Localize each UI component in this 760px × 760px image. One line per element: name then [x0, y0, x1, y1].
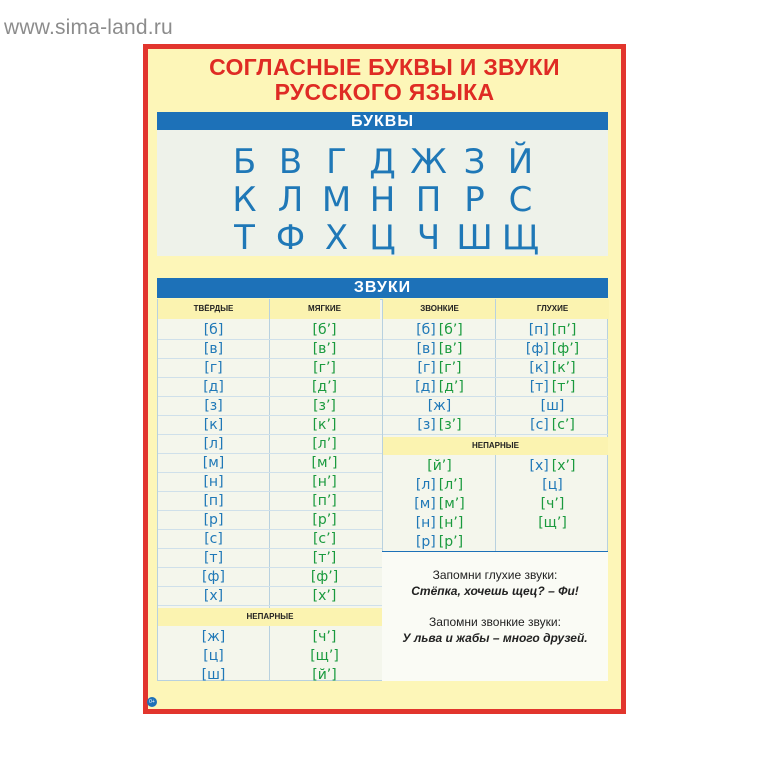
sound-token: [г] — [417, 360, 436, 376]
letter: К — [232, 180, 257, 220]
sound-token: [б’] — [312, 322, 337, 338]
soft-sound-cell — [269, 473, 380, 491]
letter-row — [157, 182, 608, 218]
unpaired-header-hard-soft: НЕПАРНЫЕ — [158, 608, 382, 626]
voiced-sound-cell — [383, 495, 496, 513]
letter: Щ — [501, 218, 540, 258]
soft-sound-cell — [269, 549, 380, 567]
soft-sound-cell — [269, 454, 380, 472]
sound-token: [ц] — [203, 648, 224, 664]
sound-token: [т’] — [551, 379, 576, 395]
soft-sound-cell — [269, 397, 380, 415]
letter: Ф — [275, 218, 306, 258]
note-voiced-phrase-text: У льва и жабы – много друзей. — [402, 631, 588, 645]
poster — [143, 44, 626, 714]
hard-sound-cell — [158, 378, 269, 396]
soft-sound-cell — [269, 530, 380, 548]
hard-sound-cell — [158, 511, 269, 529]
soft-sound-cell — [269, 647, 380, 665]
letter: З — [463, 142, 486, 182]
sound-token: [в] — [416, 341, 436, 357]
voiced-sound-cell — [383, 321, 496, 339]
sound-token: [з] — [204, 398, 223, 414]
sound-token: [д’] — [438, 379, 464, 395]
sound-token: [г’] — [313, 360, 336, 376]
column-header: ГЛУХИЕ — [496, 299, 609, 319]
soft-sound-cell — [269, 416, 380, 434]
sound-token: [л’] — [438, 477, 464, 493]
sound-token: [н’] — [312, 474, 337, 490]
sound-token: [ц] — [542, 477, 563, 493]
voiceless-sound-cell — [496, 378, 609, 396]
sound-token: [й’] — [427, 458, 452, 474]
sound-token: [д] — [203, 379, 224, 395]
sound-token: [п’] — [312, 493, 337, 509]
soft-sound-cell — [269, 587, 380, 605]
soft-sound-cell — [269, 321, 380, 339]
sound-token: [з’] — [438, 417, 462, 433]
sound-token: [ч’] — [540, 496, 565, 512]
voiced-sound-cell — [383, 340, 496, 358]
soft-sound-cell — [269, 492, 380, 510]
sound-token: [г] — [204, 360, 223, 376]
column-header: ТВЁРДЫЕ — [158, 299, 269, 319]
sound-token: [ф] — [525, 341, 549, 357]
note-voiced-phrase — [382, 631, 608, 645]
voiceless-sound-cell — [496, 359, 609, 377]
letter: М — [321, 180, 352, 220]
hard-sound-cell — [158, 321, 269, 339]
soft-sound-cell — [269, 666, 380, 684]
voiced-sound-cell — [383, 533, 496, 551]
letter: Й — [507, 142, 534, 182]
sound-token: [ш] — [201, 667, 226, 683]
poster-footer — [158, 697, 613, 705]
sound-token: [л’] — [312, 436, 337, 452]
sound-token: [р] — [203, 512, 224, 528]
hard-sound-cell — [158, 473, 269, 491]
letter: С — [508, 180, 533, 220]
soft-sound-cell — [269, 435, 380, 453]
sound-token: [м’] — [438, 496, 465, 512]
watermark: www.sima-land.ru — [4, 16, 173, 39]
hard-sound-cell — [158, 568, 269, 586]
sound-token: [в’] — [438, 341, 463, 357]
sound-token: [ф’] — [310, 569, 339, 585]
voiceless-sound-cell — [496, 321, 609, 339]
sound-token: [б] — [416, 322, 436, 338]
sound-token: [л] — [203, 436, 224, 452]
soft-sound-cell — [269, 359, 380, 377]
row-divider — [158, 605, 382, 606]
hard-sound-cell — [158, 587, 269, 605]
hard-sound-cell — [158, 416, 269, 434]
sound-token: [м] — [202, 455, 225, 471]
sound-token: [щ’] — [310, 648, 339, 664]
letter-row — [157, 220, 608, 256]
hard-sound-cell — [158, 530, 269, 548]
sound-token: [к’] — [551, 360, 576, 376]
sound-token: [в’] — [312, 341, 337, 357]
soft-sound-cell — [269, 340, 380, 358]
letter: В — [278, 142, 303, 182]
hard-sound-cell — [158, 359, 269, 377]
sound-token: [д] — [415, 379, 436, 395]
letter: Ш — [456, 218, 493, 258]
voiced-sound-cell — [383, 378, 496, 396]
soft-sound-cell — [269, 511, 380, 529]
sound-token: [д’] — [311, 379, 338, 395]
sound-token: [б] — [203, 322, 224, 338]
voiced-sound-cell — [383, 359, 496, 377]
sound-token: [т] — [203, 550, 224, 566]
sound-token: [ф] — [202, 569, 225, 585]
sound-token: [с’] — [312, 531, 337, 547]
unpaired-header-voiced-voiceless: НЕПАРНЫЕ — [383, 437, 608, 455]
letter: Г — [326, 142, 347, 182]
sound-token: [х] — [529, 458, 549, 474]
hard-sound-cell — [158, 435, 269, 453]
hard-sound-cell — [158, 340, 269, 358]
title-line-2: РУССКОГО ЯЗЫКА — [274, 79, 495, 105]
sound-token: [г’] — [438, 360, 462, 376]
voiceless-sound-cell — [496, 476, 609, 494]
letters-box — [157, 130, 608, 256]
sound-token: [р’] — [312, 512, 337, 528]
sound-token: [щ’] — [538, 515, 567, 531]
voiceless-sound-cell — [496, 514, 609, 532]
letter: Ж — [410, 142, 447, 182]
voiceless-sound-cell — [496, 457, 609, 475]
note-voiceless-label: Запомни глухие звуки: — [432, 568, 558, 582]
letter: Б — [232, 142, 257, 182]
voiceless-sound-cell — [496, 397, 609, 415]
hard-sound-cell — [158, 454, 269, 472]
soft-sound-cell — [269, 628, 380, 646]
column-header: МЯГКИЕ — [269, 299, 380, 319]
sound-token: [н] — [203, 474, 224, 490]
letter: Р — [464, 180, 485, 220]
voiced-sound-cell — [383, 476, 496, 494]
sound-token: [ф’] — [551, 341, 580, 357]
age-badge: 0+ — [147, 697, 157, 707]
letter: Д — [369, 142, 396, 182]
voiced-sound-cell — [383, 397, 496, 415]
sound-token: [с] — [530, 417, 549, 433]
sound-token: [с] — [204, 531, 223, 547]
note-voiced-label: Запомни звонкие звуки: — [429, 615, 561, 629]
hard-sound-cell — [158, 666, 269, 684]
sound-token: [р’] — [438, 534, 464, 550]
voiceless-sound-cell — [496, 340, 609, 358]
hard-sound-cell — [158, 397, 269, 415]
column-header: ЗВОНКИЕ — [383, 299, 496, 319]
letter: Л — [277, 180, 304, 220]
sound-token: [з] — [417, 417, 436, 433]
sounds-header: ЗВУКИ — [157, 278, 608, 298]
sound-token: [б’] — [438, 322, 463, 338]
sound-token: [х’] — [312, 588, 337, 604]
letter: Н — [369, 180, 396, 220]
letter: Х — [324, 218, 349, 258]
letters-header: БУКВЫ — [157, 112, 608, 132]
sound-token: [п] — [528, 322, 549, 338]
sound-token: [п] — [203, 493, 224, 509]
title-line-1: СОГЛАСНЫЕ БУКВЫ И ЗВУКИ — [209, 54, 560, 80]
hard-sound-cell — [158, 628, 269, 646]
soft-sound-cell — [269, 378, 380, 396]
sound-token: [ж] — [427, 398, 452, 414]
sound-token: [м’] — [311, 455, 338, 471]
sound-token: [т’] — [312, 550, 337, 566]
sound-token: [ш] — [540, 398, 565, 414]
note-voiceless-phrase — [382, 584, 608, 598]
voiceless-sound-cell — [496, 495, 609, 513]
sound-token: [в] — [203, 341, 224, 357]
sound-token: [р] — [415, 534, 436, 550]
letter: Ч — [416, 218, 441, 258]
soft-sound-cell — [269, 568, 380, 586]
hard-sound-cell — [158, 492, 269, 510]
mnemonic-box — [382, 551, 608, 681]
row-divider — [383, 434, 608, 435]
voiceless-sound-cell — [496, 416, 609, 434]
hard-sound-cell — [158, 549, 269, 567]
sound-token: [й’] — [312, 667, 337, 683]
sound-token: [с’] — [551, 417, 575, 433]
hard-sound-cell — [158, 647, 269, 665]
sound-token: [к] — [203, 417, 224, 433]
letter: П — [415, 180, 442, 220]
voiced-sound-cell — [383, 416, 496, 434]
voiced-sound-cell — [383, 457, 496, 475]
sound-token: [п’] — [551, 322, 577, 338]
poster-inner — [148, 49, 621, 709]
sound-token: [ч’] — [312, 629, 337, 645]
sound-token: [н] — [415, 515, 436, 531]
sound-token: [м] — [414, 496, 436, 512]
sound-token: [х’] — [551, 458, 576, 474]
letter: Т — [234, 218, 255, 258]
sound-token: [ж] — [201, 629, 226, 645]
letter: Ц — [369, 218, 396, 258]
sound-token: [т] — [529, 379, 549, 395]
sound-token: [л] — [415, 477, 436, 493]
letter-row — [157, 144, 608, 180]
sound-token: [к] — [529, 360, 549, 376]
sound-token: [х] — [203, 588, 224, 604]
note-voiceless-phrase-text: Стёпка, хочешь щец? – Фи! — [411, 584, 579, 598]
sound-token: [з’] — [313, 398, 336, 414]
voiced-sound-cell — [383, 514, 496, 532]
poster-title — [148, 55, 621, 105]
sound-token: [к’] — [312, 417, 337, 433]
sound-token: [н’] — [438, 515, 464, 531]
